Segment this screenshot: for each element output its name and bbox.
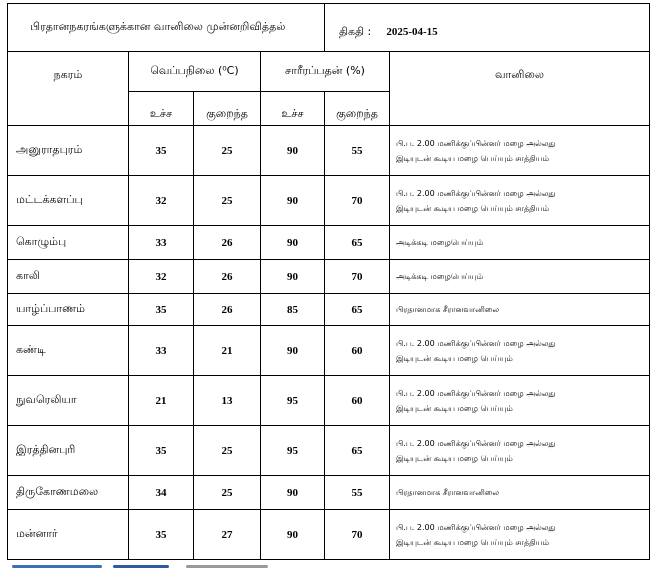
hum-min-value: 60 [325, 326, 390, 376]
weather-condition [390, 326, 650, 376]
city-name: கொழும்பு [8, 226, 129, 260]
weather-condition-line-1: பி.ப. 2.00 மணிக்குப்பின்னர் மழை அல்லது [396, 438, 556, 448]
forecast-body [8, 4, 650, 560]
temp-max-value: 34 [129, 476, 194, 510]
hum-max-value: 90 [261, 226, 325, 260]
weather-condition-line-2: இடியுடன் கூடிய மழை பெய்யும் [396, 403, 513, 413]
weather-condition-line-1: பி.ப. 2.00 மணிக்குப்பின்னர் மழை அல்லது [396, 338, 556, 348]
temp-max-value: 21 [129, 376, 194, 426]
header-humidity-label: சாரீரப்பதன் (%) [285, 64, 365, 77]
city-name: யாழ்ப்பாணம் [8, 294, 129, 326]
hum-min-value: 55 [325, 126, 390, 176]
hum-min-value: 65 [325, 426, 390, 476]
hum-max-value: 95 [261, 426, 325, 476]
weather-condition [390, 510, 650, 560]
hum-max-value: 95 [261, 376, 325, 426]
hum-max-value: 90 [261, 510, 325, 560]
weather-condition [390, 476, 650, 510]
temp-max-value: 35 [129, 294, 194, 326]
hum-max-value: 90 [261, 126, 325, 176]
hum-min-value: 65 [325, 226, 390, 260]
temp-max-value: 35 [129, 426, 194, 476]
temp-max-value: 33 [129, 326, 194, 376]
weather-condition-line-2: இடியுடன் கூடிய மழை பெய்யும் [396, 453, 513, 463]
temp-max-value: 35 [129, 510, 194, 560]
weather-condition [390, 260, 650, 294]
weather-condition-line-1: பி.ப. 2.00 மணிக்குப்பின்னர் மழை அல்லது [396, 138, 556, 148]
hum-max-value: 85 [261, 294, 325, 326]
temp-max-value: 33 [129, 226, 194, 260]
city-name: கண்டி [8, 326, 129, 376]
table-row [8, 294, 650, 326]
weather-condition-line-1: பிரதானமாக சீரானவானிலை [396, 305, 499, 314]
hum-min-value: 70 [325, 260, 390, 294]
weather-condition [390, 126, 650, 176]
weather-condition-line-2: இடியுடன் கூடிய மழை பெய்யும் சாத்தியம் [396, 537, 550, 547]
temp-min-value: 25 [194, 426, 261, 476]
weather-condition-line-2: இடியுடன் கூடிய மழை பெய்யும் சாத்தியம் [396, 203, 550, 213]
hum-min-value: 65 [325, 294, 390, 326]
temp-min-value: 26 [194, 294, 261, 326]
city-name: இரத்தினபுரி [8, 426, 129, 476]
weather-condition [390, 176, 650, 226]
temp-min-value: 25 [194, 476, 261, 510]
city-name: மட்டக்களப்பு [8, 176, 129, 226]
forecast-table [7, 3, 650, 560]
city-name: காலி [8, 260, 129, 294]
temp-min-value: 26 [194, 260, 261, 294]
header-weather [390, 52, 650, 126]
date-cell [325, 4, 650, 52]
temp-max-value: 32 [129, 176, 194, 226]
header-temperature [129, 52, 261, 92]
header-city-label: நகரம் [53, 68, 83, 81]
temp-min-value: 27 [194, 510, 261, 560]
table-row [8, 226, 650, 260]
weather-condition-line-2: இடியுடன் கூடிய மழை பெய்யும் சாத்தியம் [396, 153, 550, 163]
header-hum-min: குறைந்த [325, 92, 390, 126]
hum-max-value: 90 [261, 326, 325, 376]
weather-condition [390, 226, 650, 260]
city-name: நுவரெலியா [8, 376, 129, 426]
table-row [8, 260, 650, 294]
header-weather-label: வானிலை [495, 68, 544, 81]
hum-min-value: 60 [325, 376, 390, 426]
hum-min-value: 70 [325, 176, 390, 226]
weather-condition [390, 294, 650, 326]
header-temp-min: குறைந்த [194, 92, 261, 126]
table-row [8, 376, 650, 426]
temp-min-value: 25 [194, 126, 261, 176]
header-city [8, 52, 129, 126]
weather-condition-line-1: பி.ப. 2.00 மணிக்குப்பின்னர் மழை அல்லது [396, 188, 556, 198]
temp-max-value: 32 [129, 260, 194, 294]
header-humidity [261, 52, 390, 92]
date-value: 2025-04-15 [386, 26, 438, 38]
weather-condition [390, 426, 650, 476]
table-row [8, 426, 650, 476]
weather-condition [390, 376, 650, 426]
header-hum-max: உச்ச [261, 92, 325, 126]
table-row [8, 326, 650, 376]
weather-condition-line-1: அடிக்கடி மழைபெய்யும் [396, 272, 484, 281]
date-label: திகதி : [339, 25, 372, 38]
temp-min-value: 13 [194, 376, 261, 426]
weather-condition-line-1: பிரதானமாக சீரானவானிலை [396, 488, 499, 497]
table-row [8, 126, 650, 176]
table-row [8, 510, 650, 560]
hum-max-value: 90 [261, 476, 325, 510]
table-row [8, 176, 650, 226]
hum-min-value: 70 [325, 510, 390, 560]
temp-min-value: 21 [194, 326, 261, 376]
city-name: மன்னார் [8, 510, 129, 560]
temp-min-value: 26 [194, 226, 261, 260]
hum-max-value: 90 [261, 176, 325, 226]
city-name: அனுராதபுரம் [8, 126, 129, 176]
table-row [8, 476, 650, 510]
weather-condition-line-1: அடிக்கடி மழைபெய்யும் [396, 238, 484, 247]
temp-max-value: 35 [129, 126, 194, 176]
weather-condition-line-1: பி.ப. 2.00 மணிக்குப்பின்னர் மழை அல்லது [396, 388, 556, 398]
weather-condition-line-2: இடியுடன் கூடிய மழை பெய்யும் [396, 353, 513, 363]
page-title: பிரதானநகரங்களுக்கான வானிலை முன்னறிவித்தல் [30, 20, 286, 33]
header-temp-max: உச்ச [129, 92, 194, 126]
hum-min-value: 55 [325, 476, 390, 510]
header-temperature-label: வெப்பநிலை (⁰C) [150, 64, 239, 77]
title-cell [8, 4, 325, 52]
hum-max-value: 90 [261, 260, 325, 294]
city-name: திருகோணமலை [8, 476, 129, 510]
temp-min-value: 25 [194, 176, 261, 226]
weather-condition-line-1: பி.ப. 2.00 மணிக்குப்பின்னர் மழை அல்லது [396, 522, 556, 532]
